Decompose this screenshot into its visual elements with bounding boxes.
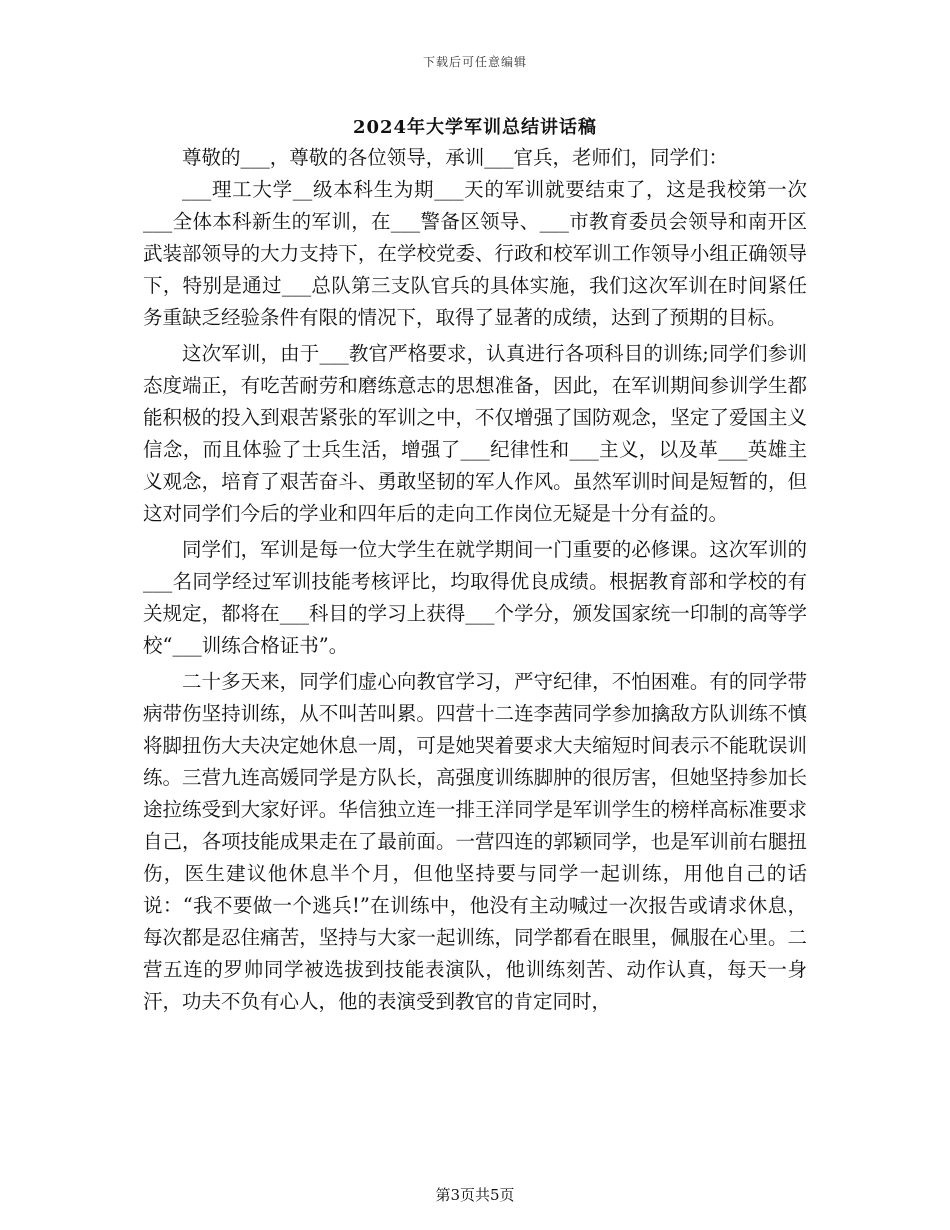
page-number: 第3页共5页 [435,1186,515,1204]
paragraph: 这次军训，由于___教官严格要求，认真进行各项科目的训练;同学们参训态度端正，有吃苦耐劳和磨练意志的思想准备，因此，在军训期间参训学生都能积极的投入到艰苦紧张的军训之中，不仅增强了国防观念，坚定了爱国主义信念，而且体验了士兵生活，增强了___纪律性和___主义，以及革___英雄主义观念，培育了艰苦奋斗、勇敢坚韧的军人作风。虽然军训时间是短暂的，但这对同学们今后的学业和四年后的走向工作岗位无疑是十分有益的。 [143,342,807,525]
document-title: 2024年大学军训总结讲话稿 [352,117,598,138]
paragraph-salutation: 尊敬的___，尊敬的各位领导，承训___官兵，老师们，同学们： [182,146,729,169]
header-note: 下载后可任意编辑 [422,55,527,69]
paragraph: 同学们，军训是每一位大学生在就学期间一门重要的必修课。这次军训的___名同学经过军训技能考核评比，均取得优良成绩。根据教育部和学校的有关规定，都将在___科目的学习上获得___个学分，颁发国家统一印制的高等学校“___训练合格证书”。 [143,538,807,657]
document-body [143,142,807,1142]
paragraph: 二十多天来，同学们虚心向教官学习，严守纪律，不怕困难。有的同学带病带伤坚持训练，从不叫苦叫累。四营十二连李茜同学参加擒敌方队训练不慎将脚扭伤大夫决定她休息一周，可是她哭着要求大夫缩短时间表示不能耽误训练。三营九连高媛同学是方队长，高强度训练脚肿的很厉害，但她坚持参加长途拉练受到大家好评。华信独立连一排王洋同学是军训学生的榜样高标准要求自己，各项技能成果走在了最前面。一营四连的郭颖同学，也是军训前右腿扭伤，医生建议他休息半个月，但他坚持要与同学一起训练，用他自己的话说：“我不要做一个逃兵!”在训练中，他没有主动喊过一次报告或请求休息，每次都是忍住痛苦，坚持与大家一起训练，同学都看在眼里，佩服在心里。二营五连的罗帅同学被选拔到技能表演队，他训练刻苦、动作认真，每天一身汗，功夫不负有心人，他的表演受到教官的肯定同时， [143,670,807,1013]
paragraph: ___理工大学__级本科生为期___天的军训就要结束了，这是我校第一次___全体本科新生的军训，在___警备区领导、___市教育委员会领导和南开区武装部领导的大力支持下，在学校党委、行政和校军训工作领导小组正确领导下，特别是通过___总队第三支队官兵的具体实施，我们这次军训在时间紧任务重缺乏经验条件有限的情况下，取得了显著的成绩，达到了预期的目标。 [143,178,807,329]
